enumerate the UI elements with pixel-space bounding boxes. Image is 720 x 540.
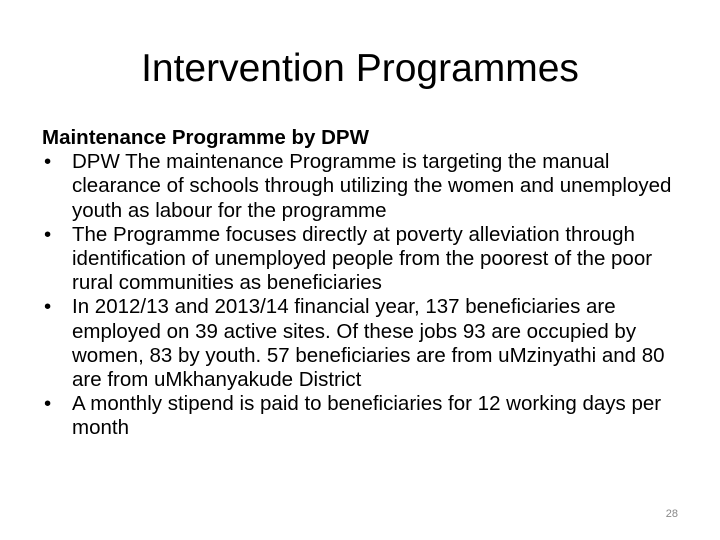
slide-title: Intervention Programmes: [141, 47, 579, 90]
section-heading: Maintenance Programme by DPW: [42, 126, 369, 149]
bullet-text: A monthly stipend is paid to beneficiaries for 12 working days per month: [72, 392, 662, 440]
bullet-list: [42, 150, 682, 440]
slide-number: 28: [665, 508, 678, 520]
bullet-item: [42, 392, 682, 440]
bullet-item: [42, 295, 682, 392]
bullet-icon: •: [44, 150, 52, 174]
bullet-text: The Programme focuses directly at poverty alleviation through identification of unemployed people from the poorest of the poor rural communities as beneficiaries: [72, 222, 653, 295]
bullet-item: [42, 150, 682, 223]
bullet-item: [42, 223, 682, 296]
bullet-icon: •: [44, 222, 52, 246]
bullet-icon: •: [44, 392, 52, 416]
bullet-text: In 2012/13 and 2013/14 financial year, 137 beneficiaries are employed on 39 active sites. Of these jobs 93 are occupied by women, 83 by youth. 57 beneficiaries are from uMzinyathi and 80 are from uMkhanyakude District: [72, 295, 665, 392]
bullet-text: DPW The maintenance Programme is targeting the manual clearance of schools through utilizing the women and unemployed youth as labour for the programme: [72, 150, 672, 222]
slide-content: [42, 126, 682, 441]
bullet-icon: •: [44, 295, 52, 319]
